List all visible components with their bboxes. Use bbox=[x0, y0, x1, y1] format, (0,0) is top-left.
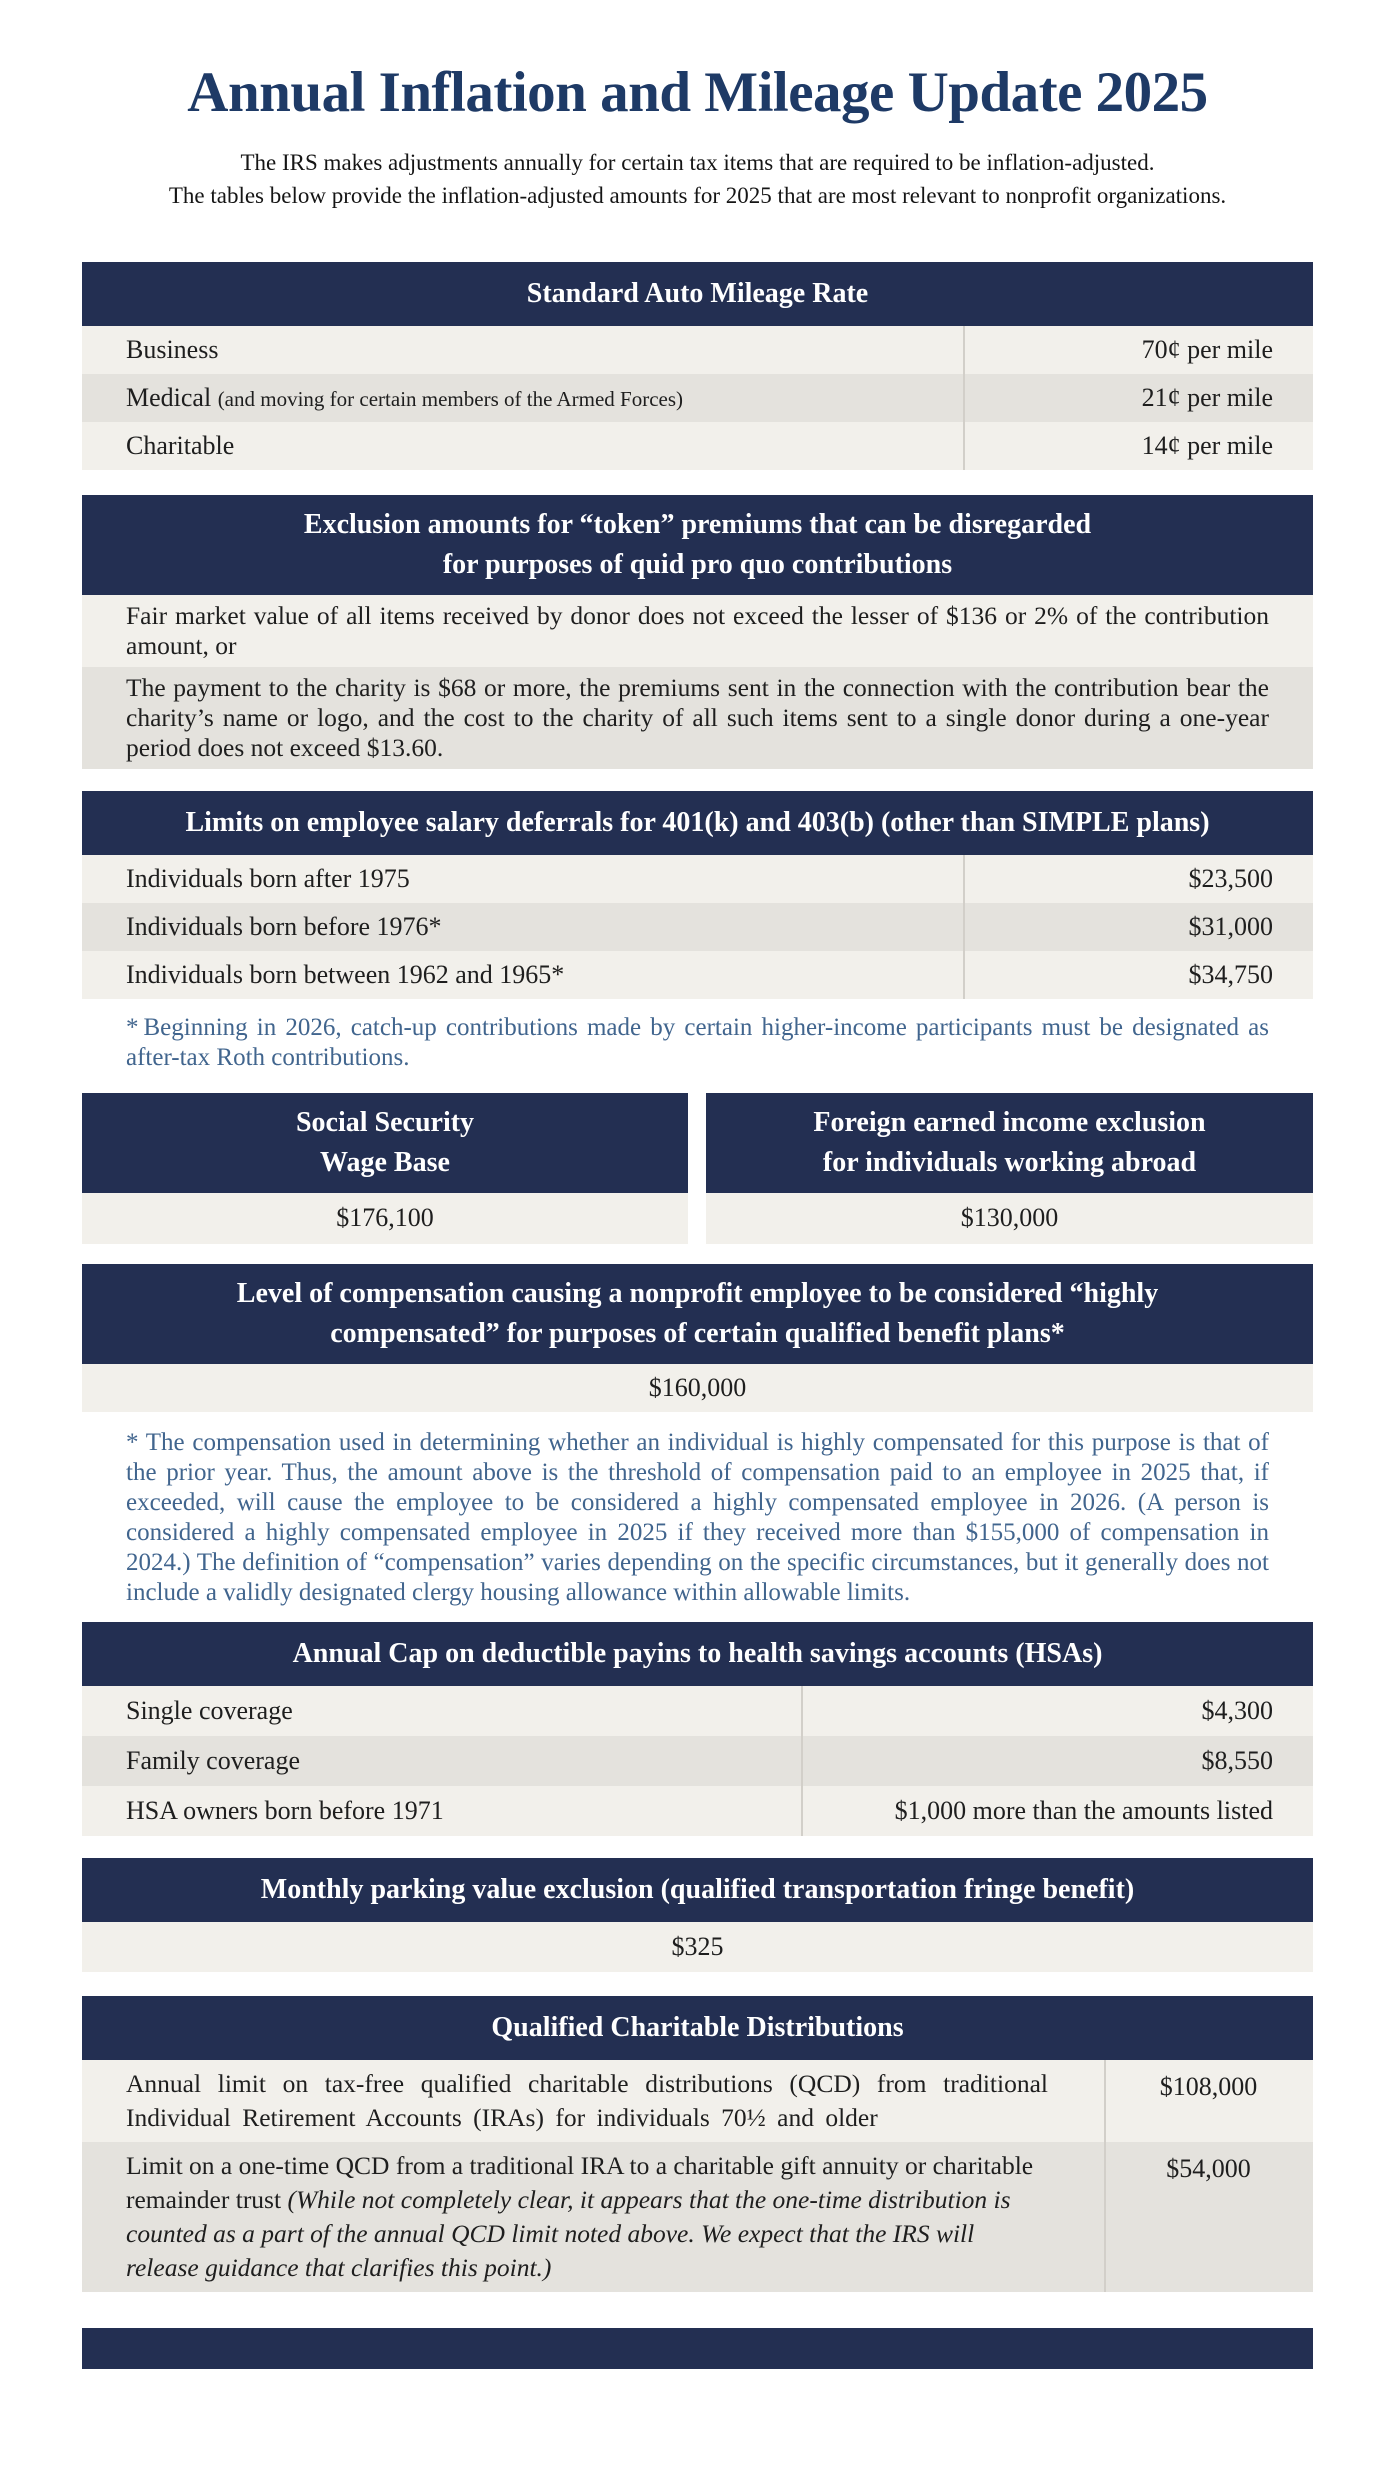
header-line-2: for purposes of quid pro quo contributions bbox=[442, 548, 953, 580]
social-security-header bbox=[82, 1093, 688, 1193]
row-value: $54,000 bbox=[1166, 2153, 1251, 2183]
row-label: Charitable bbox=[126, 430, 235, 460]
highly-compensated-header bbox=[82, 1264, 1313, 1364]
roth-catchup-footnote: * Beginning in 2026, catch-up contributions made by certain higher-income participants must be designated as after-tax Roth contributions. bbox=[126, 1013, 1269, 1071]
table-row bbox=[82, 855, 1313, 903]
header-line-1: Level of compensation causing a nonprofit employee to be considered “highly bbox=[236, 1277, 1159, 1309]
token-premiums-rows bbox=[82, 595, 1313, 769]
header-line-2: for individuals working abroad bbox=[822, 1146, 1197, 1178]
table-row bbox=[82, 422, 1313, 470]
table-row bbox=[82, 2060, 1313, 2142]
row-label: Family coverage bbox=[126, 1745, 300, 1775]
foreign-income-value: $130,000 bbox=[706, 1193, 1313, 1244]
document-page bbox=[82, 60, 1313, 2369]
social-security-value: $176,100 bbox=[82, 1193, 688, 1244]
header-line-2: compensated” for purposes of certain qualified benefit plans* bbox=[330, 1317, 1065, 1349]
row-label: Medical bbox=[126, 382, 218, 412]
salary-deferrals-table bbox=[82, 791, 1313, 1073]
qcd-rows bbox=[82, 2060, 1313, 2292]
row-label: Business bbox=[126, 334, 219, 364]
table-row bbox=[82, 2142, 1313, 2292]
page-subtitle bbox=[82, 146, 1313, 212]
column-divider bbox=[801, 1686, 803, 1836]
subtitle-line-2: The tables below provide the inflation-adjusted amounts for 2025 that are most relevant to nonprofit organizations. bbox=[168, 182, 1227, 208]
table-row bbox=[82, 667, 1313, 769]
highly-compensated-value: $160,000 bbox=[82, 1364, 1313, 1412]
token-premiums-header bbox=[82, 495, 1313, 595]
page-title: Annual Inflation and Mileage Update 2025 bbox=[187, 61, 1208, 124]
parking-table bbox=[82, 1858, 1313, 1972]
row-text-italic: (While not completely clear, it appears that the one-time distribution is counted as a part of the annual QCD limit noted above. We expect that the IRS will release guidance that clarifies this point.) bbox=[126, 2184, 1011, 2282]
row-value: $31,000 bbox=[1188, 911, 1273, 941]
row-text: The payment to the charity is $68 or more, the premiums sent in the connection with the contribution bear the charity’s name or logo, and the cost to the charity of all such items sent to a single donor during a one-year period does not exceed $13.60. bbox=[126, 672, 1269, 762]
salary-deferrals-header: Limits on employee salary deferrals for 401(k) and 403(b) (other than SIMPLE plans) bbox=[82, 791, 1313, 855]
row-value: $4,300 bbox=[1201, 1695, 1273, 1725]
hsa-rows bbox=[82, 1686, 1313, 1836]
table-row bbox=[82, 1736, 1313, 1786]
row-label: Individuals born between 1962 and 1965* bbox=[126, 959, 565, 989]
row-text: Limit on a one-time QCD from a traditional IRA to a charitable gift annuity or charitable remainder trust bbox=[126, 2150, 1034, 2214]
hsa-header: Annual Cap on deductible payins to health savings accounts (HSAs) bbox=[82, 1622, 1313, 1686]
row-value: $1,000 more than the amounts listed bbox=[894, 1795, 1273, 1825]
row-value: $108,000 bbox=[1159, 2071, 1258, 2101]
highly-compensated-table bbox=[82, 1264, 1313, 1608]
salary-deferrals-rows bbox=[82, 855, 1313, 999]
table-row bbox=[82, 374, 1313, 422]
row-label: Individuals born before 1976* bbox=[126, 911, 442, 941]
row-label-note: (and moving for certain members of the Armed Forces) bbox=[217, 386, 684, 411]
row-text: Fair market value of all items received by donor does not exceed the lesser of $136 or 2% of the contribution amount, or bbox=[126, 600, 1269, 660]
row-text: Annual limit on tax-free qualified charitable distributions (QCD) from traditional Individual Retirement Accounts (IRAs) for individuals 70½ and older bbox=[126, 2068, 1048, 2132]
row-value: 14¢ per mile bbox=[1141, 430, 1273, 460]
table-row bbox=[82, 903, 1313, 951]
token-premiums-table bbox=[82, 495, 1313, 769]
row-label: Single coverage bbox=[126, 1695, 293, 1725]
row-value: $34,750 bbox=[1188, 959, 1273, 989]
foreign-income-header bbox=[706, 1093, 1313, 1193]
header-line-1: Foreign earned income exclusion bbox=[813, 1106, 1206, 1138]
table-row bbox=[82, 326, 1313, 374]
table-row bbox=[82, 595, 1313, 667]
social-security-wage-base-box bbox=[82, 1093, 688, 1244]
value-box-pair bbox=[82, 1093, 1313, 1244]
highly-compensated-footnote: * The compensation used in determining whether an individual is highly compensated for this purpose is that of the prior year. Thus, the amount above is the threshold of compensation paid to an employee in 2025 that, if exceeded, will cause the employee to be considered a highly compensated employee in 2026. (A person is considered a highly compensated employee in 2025 if they received more than $155,000 of compensation in 2024.) The definition of “compensation” varies depending on the specific circumstances, but it generally does not include a validly designated clergy housing allowance within allowable limits. bbox=[126, 1428, 1269, 1606]
mileage-table-header: Standard Auto Mileage Rate bbox=[82, 262, 1313, 326]
cut-off-section-header bbox=[82, 2328, 1313, 2369]
table-row bbox=[82, 951, 1313, 999]
table-row bbox=[82, 1686, 1313, 1736]
row-label: Individuals born after 1975 bbox=[126, 863, 410, 893]
column-divider bbox=[963, 326, 965, 470]
qcd-table bbox=[82, 1996, 1313, 2292]
row-value: 21¢ per mile bbox=[1141, 382, 1273, 412]
parking-value: $325 bbox=[82, 1922, 1313, 1972]
qcd-header: Qualified Charitable Distributions bbox=[82, 1996, 1313, 2060]
column-divider bbox=[1104, 2060, 1106, 2292]
subtitle-line-1: The IRS makes adjustments annually for certain tax items that are required to be inflation-adjusted. bbox=[240, 149, 1155, 175]
mileage-table bbox=[82, 262, 1313, 470]
row-value: $8,550 bbox=[1201, 1745, 1273, 1775]
column-divider bbox=[963, 855, 965, 999]
row-label: HSA owners born before 1971 bbox=[126, 1795, 444, 1825]
row-value: 70¢ per mile bbox=[1141, 334, 1273, 364]
mileage-table-rows bbox=[82, 326, 1313, 470]
foreign-income-exclusion-box bbox=[706, 1093, 1313, 1244]
table-row bbox=[82, 1786, 1313, 1836]
header-line-2: Wage Base bbox=[320, 1146, 450, 1178]
header-line-1: Social Security bbox=[295, 1106, 475, 1138]
parking-header: Monthly parking value exclusion (qualified transportation fringe benefit) bbox=[82, 1858, 1313, 1922]
hsa-table bbox=[82, 1622, 1313, 1836]
row-value: $23,500 bbox=[1188, 863, 1273, 893]
header-line-1: Exclusion amounts for “token” premiums that can be disregarded bbox=[303, 508, 1092, 540]
